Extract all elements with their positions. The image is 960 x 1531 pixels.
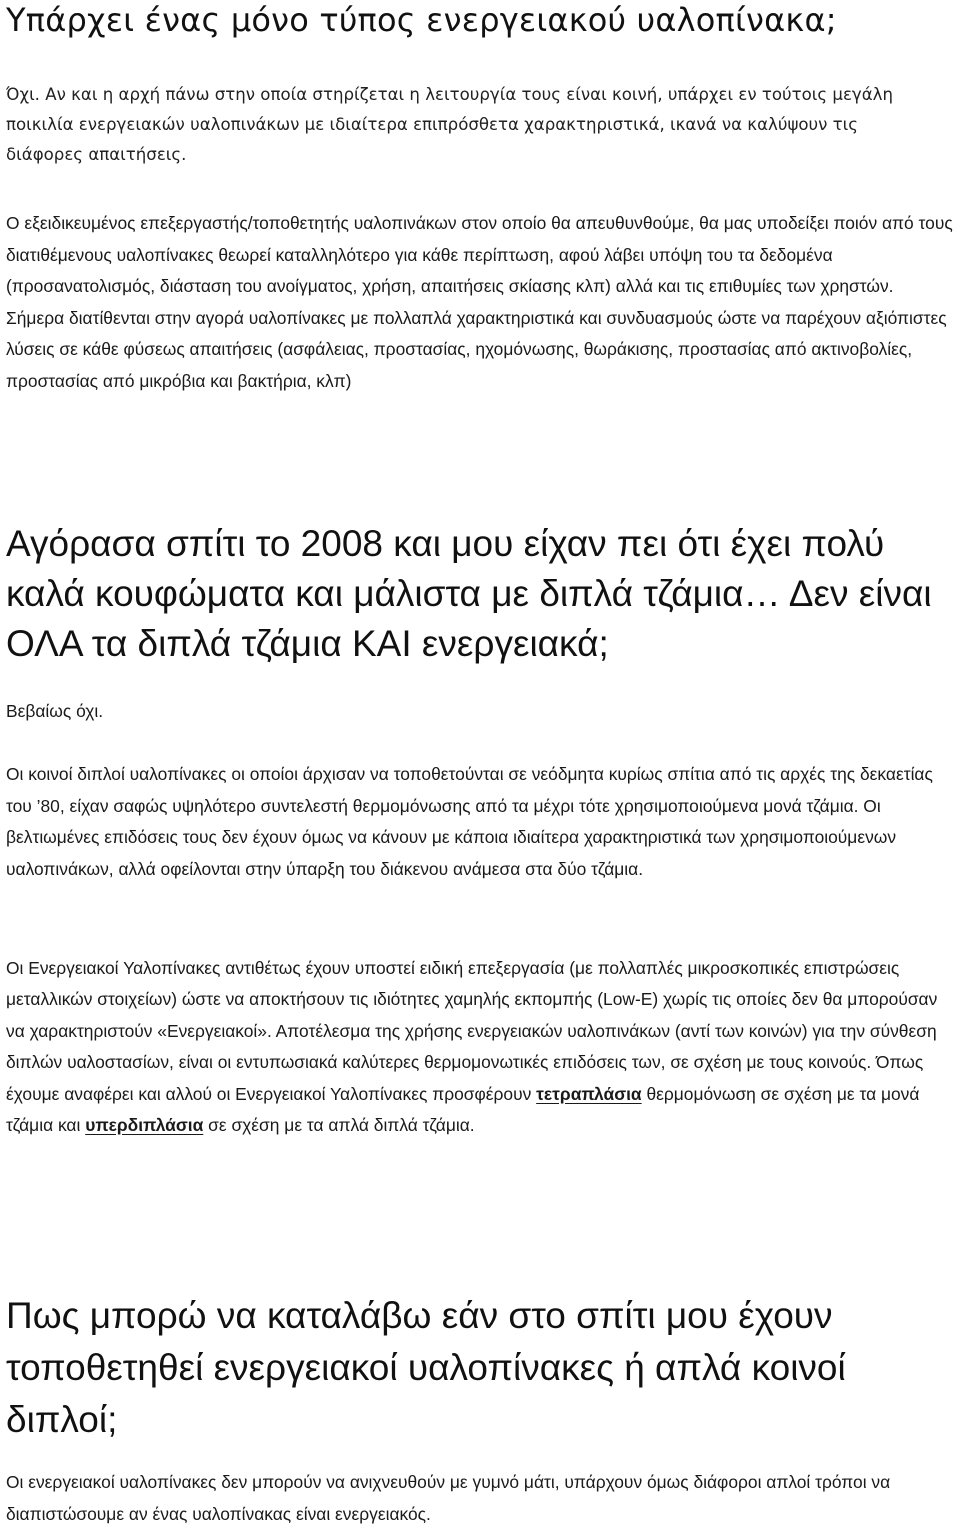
section-heading-how-to-tell: Πως μπορώ να καταλάβω εάν στο σπίτι μου έχουν τοποθετηθεί ενεργειακοί υαλοπίνακες ή απλά κοινοί διπλοί; bbox=[6, 1295, 846, 1440]
specialist-paragraph: Ο εξειδικευμένος επεξεργαστής/τοποθετητής υαλοπινάκων στον οποίο θα απευθυνθούμε, θα μας υποδείξει ποιόν από τους διατιθέμενους υαλοπίνακες θεωρεί καταλληλότερο για κάθε περίπτωση, αφού λάβει υπόψη του τα δεδομένα (προσανατολισμός, διάσταση του ανοίγματος, χρήση, απαιτήσεις σκίασης κλπ) αλλά και τις επιθυμίες των χρηστών. Σήμερα διατίθενται στην αγορά υαλοπίνακες με πολλαπλά χαρακτηριστικά και συνδυασμούς ώστε να παρέχουν αξιόπιστες λύσεις σε κάθε φύσεως απαιτήσεις (ασφάλειας, προστασίας, ηχομόνωσης, θωράκισης, προστασίας από ακτινοβολίες, προστασίας από μικρόβια και βακτήρια, κλπ) bbox=[6, 213, 953, 391]
energy-glazing-text-part-3: σε σχέση με τα απλά διπλά τζάμια. bbox=[208, 1115, 475, 1136]
answer-text: Βεβαίως όχι. bbox=[6, 701, 104, 721]
intro-paragraph: Όχι. Αν και η αρχή πάνω στην οποία στηρίζεται η λειτουργία τους είναι κοινή, υπάρχει εν τούτοις μεγάλη ποικιλία ενεργειακών υαλοπινάκων με ιδιαίτερα επιπρόσθετα χαρακτηριστικά, ικανά να καλύψουν τις διάφορες απαιτήσεις. bbox=[6, 85, 894, 164]
energy-glazing-paragraph bbox=[6, 953, 956, 1141]
detection-paragraph: Οι ενεργειακοί υαλοπίνακες δεν μπορούν να ανιχνευθούν με γυμνό μάτι, υπάρχουν όμως διάφοροι απλοί τρόποι να διαπιστώσουμε αν ένας υαλοπίνακας είναι ενεργειακός. bbox=[6, 1472, 891, 1524]
energy-glazing-text-part-2: θερμομόνωση σε σχέση με τα μονά τζάμια και bbox=[6, 1083, 920, 1136]
energy-glazing-text-part-1: Οι Ενεργειακοί Υαλοπίνακες αντιθέτως έχουν υποστεί ειδική επεξεργασία (με πολλαπλές μικροσκοπικές επιστρώσεις μεταλλικών στοιχείων) ώστε να αποκτήσουν τις ιδιότητες χαμηλής εκπομπής (Low-E) χωρίς τις οποίες δεν θα μπορούσαν να χαρακτηριστούν «Ενεργειακοί». Αποτέλεσμα της χρήσης ενεργειακών υαλοπινάκων (αντί των κοινών) για την σύνθεση διπλών υαλοστασίων, είναι οι εντυπωσιακά καλύτερες θερμομονωτικές επιδόσεις των, σε σχέση με τους κοινούς. Όπως έχουμε αναφέρει και αλλού οι Ενεργειακοί Υαλοπίνακες προσφέρουν bbox=[6, 958, 938, 1104]
section-heading-double-glazing: Αγόρασα σπίτι το 2008 και μου είχαν πει ότι έχει πολύ καλά κουφώματα και μάλιστα με διπλά τζάμια… Δεν είναι ΟΛΑ τα διπλά τζάμια ΚΑΙ ενεργειακά; bbox=[6, 523, 932, 664]
emphasis-more-than-double: υπερδιπλάσια bbox=[85, 1115, 204, 1136]
section-title-glass-types: Υπάρχει ένας μόνο τύπος ενεργειακού υαλοπίνακα; bbox=[6, 1, 837, 39]
common-double-glazing-paragraph: Οι κοινοί διπλοί υαλοπίνακες οι οποίοι άρχισαν να τοποθετούνται σε νεόδμητα κυρίως σπίτια από τις αρχές της δεκαετίας του ’80, είχαν σαφώς υψηλότερο συντελεστή θερμομόνωσης από τα μέχρι τότε χρησιμοποιούμενα μονά τζάμια. Οι βελτιωμένες επιδόσεις τους δεν έχουν όμως να κάνουν με κάποια ιδιαίτερα χαρακτηριστικά των χρησιμοποιούμενων υαλοπινάκων, αλλά οφείλονται στην ύπαρξη του διάκενου ανάμεσα στα δύο τζάμια. bbox=[6, 764, 933, 879]
emphasis-quadruple: τετραπλάσια bbox=[536, 1083, 642, 1104]
